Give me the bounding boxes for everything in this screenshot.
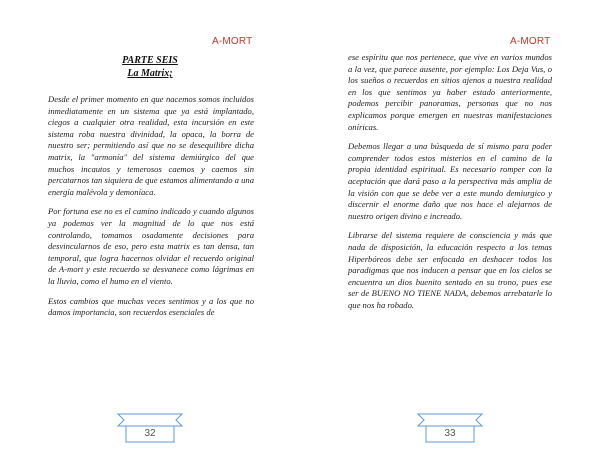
chapter-title <box>48 54 252 80</box>
page-number: 33 <box>444 428 456 439</box>
right-page <box>300 0 600 458</box>
body-text <box>48 94 254 327</box>
running-header: A-MORT <box>212 36 253 47</box>
page-footer <box>300 410 600 446</box>
chapter-title-line-1: PARTE SEIS <box>122 55 178 66</box>
paragraph: ese espíritu que nos pertenece, que vive en varios mundos a la vez, que parece ausente, por ejemplo: Los Deja Vus, o los sueños o recuerdos en sitios ajenos a nuestra realidad en los que sentimos ya haber estado anteriormente, podemos percibir panoramas, personas que no nos explicamos porque emergen en nuestras manifestaciones oníricas. <box>348 52 552 132</box>
paragraph: Debemos llegar a una búsqueda de sí mismo para poder comprender todos estos misterios en el camino de la propia identidad espiritual. Es necesario romper con la aceptación que dará paso a la perspectiva más amplia de la visión con que se debe ver a este mundo demiurgico y discernir el enorme daño que nos hace el alejarnos de nuestro origen divino e increado. <box>348 141 552 221</box>
running-header: A-MORT <box>510 36 551 47</box>
body-text <box>348 52 552 319</box>
paragraph: Desde el primer momento en que nacemos somos incluidos inmediatamente en un sistema que ya está implantado, ciegos a cualquier otra realidad, esta incursión en este sistema roba nuestra divinidad, la opaca, la borra de nuestro ser; permitiendo así que no se desequilibre dicha matrix, la "armonía" del sistema demiúrgico del que muchos incautos y temerosos caemos y caemos sin percatarnos tan siquiera de que estamos alimentando a una energía malévola y demoníaca. <box>48 94 254 197</box>
paragraph: Por fortuna ese no es el camino indicado y cuando algunos ya podemos ver la magnitud de lo que nos está controlando, tomamos osadamente decisiones para desvincularnos de eso, pero esta matrix es tan densa, tan temporal, que logra hacernos olvidar el recuerdo original de A-mort y este recuerdo se desvanece como lágrimas en la lluvia, como el humo en el viento. <box>48 206 254 286</box>
page-number: 32 <box>144 428 156 439</box>
chapter-title-line-2: La Matrix; <box>127 68 173 79</box>
paragraph: Librarse del sistema requiere de consciencia y más que nada de disposición, la educación respecto a los temas Hiperbóreos debe ser enfocada en deshacer todos los paradigmas que nos inducen a pensar que en los cielos se encuentra un dios buenito sentado en su trono, pues ese ser de BUENO NO TIENE NADA, debemos arrebatarle lo que nos ha robado. <box>348 230 552 310</box>
page-footer <box>0 410 300 446</box>
paragraph: Estos cambios que muchas veces sentimos y a los que no damos importancia, son recuerdos esenciales de <box>48 295 254 318</box>
